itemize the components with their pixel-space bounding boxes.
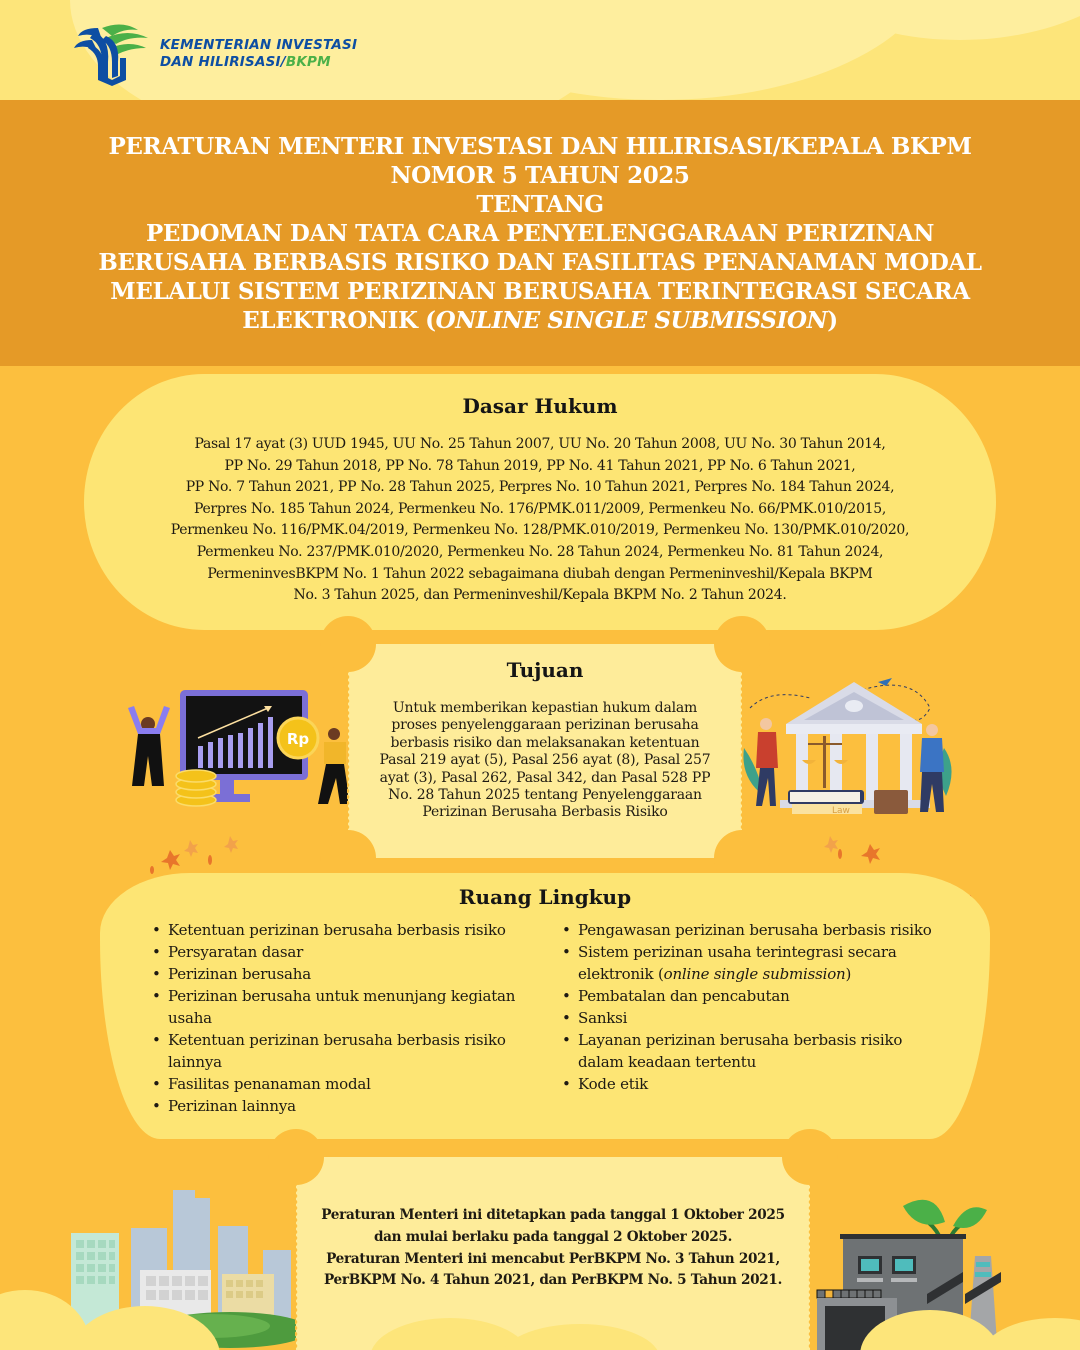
rupiah-coin-label: Rp [286, 730, 310, 748]
purpose-heading: Tujuan [506, 658, 584, 682]
scope-columns [150, 919, 950, 1117]
legal-basis-line: PP No. 7 Tahun 2021, PP No. 28 Tahun 2025, Perpres No. 10 Tahun 2021, Perpres No. 184 Tahun 2024, [185, 479, 895, 496]
legal-basis-line: Pasal 17 ayat (3) UUD 1945, UU No. 25 Tahun 2007, UU No. 20 Tahun 2008, UU No. 30 Tahun 2014, [194, 436, 886, 452]
title-line [60, 306, 1020, 335]
scope-item: • Perizinan berusaha [150, 963, 560, 985]
scope-item: • Kode etik [560, 1073, 940, 1095]
scope-item-italic: online single submission [663, 965, 846, 983]
scope-item: • Layanan perizinan berusaha berbasis risiko dalam keadaan tertentu [560, 1029, 940, 1073]
bkpm-logo-icon [72, 22, 152, 86]
ministry-logo [72, 22, 357, 86]
purpose-line: proses penyelenggaraan perizinan berusaha [391, 717, 699, 734]
regulation-title [60, 132, 1020, 335]
purpose-text [360, 700, 730, 822]
scope-item: • Pembatalan dan pencabutan [560, 985, 940, 1007]
legal-basis-line: Perpres No. 185 Tahun 2024, Permenkeu No. 176/PMK.011/2009, Permenkeu No. 66/PMK.010/2015, [193, 500, 887, 517]
scope-item-suffix: ) [845, 965, 852, 983]
purpose-line: Perizinan Berusaha Berbasis Risiko [422, 804, 668, 821]
enactment-note-line: Peraturan Menteri ini mencabut PerBKPM No. 3 Tahun 2021, [326, 1250, 780, 1267]
title-text: ) [827, 306, 838, 334]
legal-basis-line: PermeninvesBKPM No. 1 Tahun 2022 sebagaimana diubah dengan Permeninveshil/Kepala BKPM [207, 565, 873, 582]
header-band [0, 0, 1080, 100]
legal-basis-line: Permenkeu No. 116/PMK.04/2019, Permenkeu No. 128/PMK.010/2019, Permenkeu No. 130/PMK.010/2020, [170, 522, 910, 539]
scope-item: • Ketentuan perizinan berusaha berbasis risiko lainnya [150, 1029, 560, 1073]
scope-item: • Fasilitas penanaman modal [150, 1073, 560, 1095]
title-text: ELEKTRONIK ( [242, 306, 436, 334]
purpose-line: berbasis risiko dan melaksanakan ketentuan [390, 734, 700, 751]
title-line: PERATURAN MENTERI INVESTASI DAN HILIRISASI/KEPALA BKPM [108, 132, 972, 160]
enactment-note-line: Peraturan Menteri ini ditetapkan pada tanggal 1 Oktober 2025 [321, 1207, 785, 1223]
scope-item: • Perizinan berusaha untuk menunjang kegiatan usaha [150, 985, 560, 1029]
ministry-name [160, 37, 357, 71]
purpose-panel [348, 644, 742, 858]
purpose-line: No. 28 Tahun 2025 tentang Penyelenggaraan [388, 787, 702, 804]
scope-item: • Perizinan lainnya [150, 1095, 560, 1117]
title-italic: ONLINE SINGLE SUBMISSION [435, 306, 828, 334]
ministry-name-prefix: DAN HILIRISASI/ [160, 54, 286, 70]
legal-basis-line: PP No. 29 Tahun 2018, PP No. 78 Tahun 2019, PP No. 41 Tahun 2021, PP No. 6 Tahun 2021, [224, 457, 856, 474]
legal-basis-line: No. 3 Tahun 2025, dan Permeninveshil/Kepala BKPM No. 2 Tahun 2024. [293, 587, 787, 604]
scope-heading: Ruang Lingkup [458, 885, 632, 909]
title-line: TENTANG [476, 190, 604, 218]
scope-item: • Pengawasan perizinan berusaha berbasis risiko [560, 919, 940, 941]
title-line: PEDOMAN DAN TATA CARA PENYELENGGARAAN PERIZINAN [145, 219, 935, 247]
enactment-note-line: PerBKPM No. 4 Tahun 2021, dan PerBKPM No. 5 Tahun 2021. [323, 1272, 783, 1289]
investment-growth-illustration [108, 686, 358, 816]
purpose-line: Untuk memberikan kepastian hukum dalam [392, 700, 698, 716]
purpose-line: ayat (3), Pasal 262, Pasal 342, dan Pasal 528 PP [379, 769, 711, 786]
legal-basis-line: Permenkeu No. 237/PMK.010/2020, Permenkeu No. 28 Tahun 2024, Permenkeu No. 81 Tahun 2024, [196, 543, 884, 560]
scope-item-text: Sistem perizinan usaha terintegrasi secara elektronik ( [578, 943, 897, 983]
law-building-illustration [730, 668, 970, 818]
ticket-notch [782, 1129, 838, 1185]
scope-panel [100, 873, 990, 1139]
scope-list-right [560, 919, 940, 1117]
ministry-name-line1: KEMENTERIAN INVESTASI [160, 37, 358, 53]
title-line: MELALUI SISTEM PERIZINAN BERUSAHA TERINTEGRASI SECARA [110, 277, 970, 305]
enactment-note-line: dan mulai berlaku pada tanggal 2 Oktober 2025. [373, 1228, 733, 1245]
legal-basis-text [110, 434, 970, 607]
enactment-note-panel [296, 1157, 810, 1350]
title-line: BERUSAHA BERBASIS RISIKO DAN FASILITAS PENANAMAN MODAL [98, 248, 982, 276]
scope-item: • Ketentuan perizinan berusaha berbasis risiko [150, 919, 560, 941]
scope-item: • Persyaratan dasar [150, 941, 560, 963]
ticket-notch [268, 1129, 324, 1185]
title-band [0, 100, 1080, 366]
ministry-name-line2 [160, 54, 357, 71]
scope-list-left [150, 919, 560, 1117]
enactment-note-text [296, 1205, 810, 1292]
legal-basis-panel [84, 374, 996, 630]
law-book-label: Law [832, 806, 850, 816]
scope-item [560, 941, 940, 985]
scope-item: • Sanksi [560, 1007, 940, 1029]
purpose-line: Pasal 219 ayat (5), Pasal 256 ayat (8), Pasal 257 [379, 752, 711, 769]
bkpm-accent: BKPM [285, 54, 331, 70]
legal-basis-heading: Dasar Hukum [462, 394, 618, 418]
title-line: NOMOR 5 TAHUN 2025 [390, 161, 690, 189]
